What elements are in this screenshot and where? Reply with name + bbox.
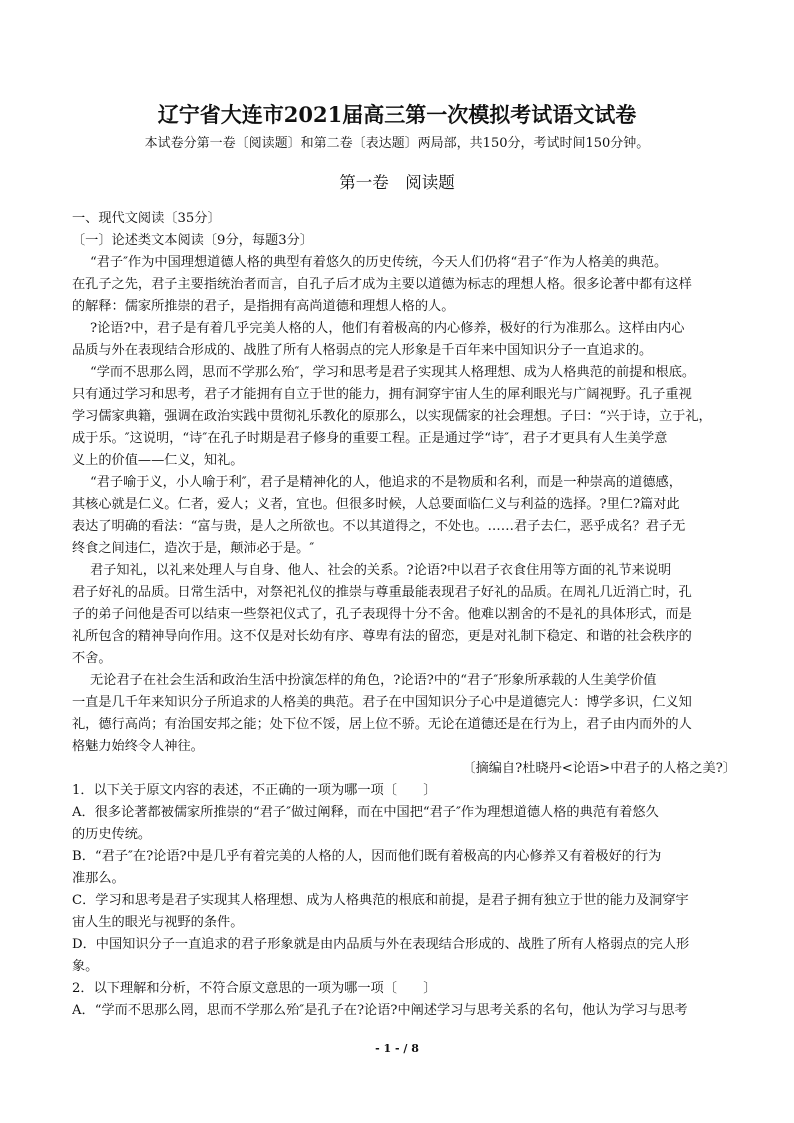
body-line: 只有通过学习和思考，君子才能拥有自立于世的能力，拥有洞穿宇宙人生的犀利眼光与广阔视野。孔子重视 (72, 387, 692, 402)
body-line: 品质与外在表现结合形成的、战胜了所有人格弱点的完人形象是千百年来中国知识分子一直追求的。 (72, 343, 653, 358)
option-line: 象。 (72, 959, 99, 974)
body-line: 君子好礼的品质。日常生活中，对祭祀礼仪的推崇与尊重最能表现君子好礼的品质。在周礼几近消亡时，孔 (72, 585, 692, 600)
body-line: “学而不思那么罔，思而不学那么殆″，学习和思考是君子实现其人格理想、成为人格典范的前提和根底。 (90, 365, 696, 380)
body-line: 礼，德行高尚；有治国安邦之能；处下位不馁，居上位不骄。无论在道德还是在行为上，君子由内而外的人 (72, 717, 692, 732)
body-line: “君子″作为中国理想道德人格的典型有着悠久的历史传统，今天人们仍将“君子″作为人格美的典范。 (90, 255, 668, 270)
body-line: 终食之间违仁，造次于是，颠沛必于是。″ (72, 541, 315, 556)
body-line: 其核心就是仁义。仁者，爱人；义者，宜也。但很多时候，人总要面临仁义与利益的选择。?里仁?篇对此 (72, 497, 680, 512)
option-line: B．“君子″在?论语?中是几乎有着完美的人格的人，因而他们既有着极高的内心修养又有着极好的行为 (72, 849, 662, 864)
option-line: C．学习和思考是君子实现其人格理想、成为人格典范的根底和前提，是君子拥有独立于世的能力及洞穿宇 (72, 893, 689, 908)
body-line: 子的弟子问他是否可以结束一些祭祀仪式了，孔子表现得十分不舍。他难以割舍的不是礼的具体形式，而是 (72, 607, 692, 622)
section-heading: 一、现代文阅读〔35分〕 (72, 211, 221, 226)
page-number: - 1 - / 8 (375, 1042, 419, 1055)
option-line: A．“学而不思那么罔，思而不学那么殆″是孔子在?论语?中阐述学习与思考关系的名句，他认为学习与思考 (72, 1003, 688, 1018)
body-line: 无论君子在社会生活和政治生活中扮演怎样的角色，?论语?中的“君子″形象所承载的人生美学价值 (90, 673, 657, 688)
exam-instructions: 本试卷分第一卷〔阅读题〕和第二卷〔表达题〕两局部，共150分，考试时间150分钟。 (144, 136, 650, 151)
body-line: “君子喻于义，小人喻于利″，君子是精神化的人，他追求的不是物质和名利，而是一种崇高的道德感， (90, 475, 682, 490)
part-title: 第一卷 阅读题 (339, 173, 455, 192)
body-line: 的解释：儒家所推崇的君子，是指拥有高尚道德和理想人格的人。 (72, 299, 455, 314)
body-line: 表达了明确的看法：“富与贵，是人之所欲也。不以其道得之，不处也。……君子去仁，恶乎成名？君子无 (72, 519, 686, 534)
document-title: 辽宁省大连市2021届高三第一次模拟考试语文试卷 (157, 102, 637, 127)
body-line: 不舍。 (72, 651, 112, 666)
subsection-heading: 〔一〕论述类文本阅读〔9分，每题3分〕 (72, 233, 313, 248)
body-line: 成于乐。″这说明，“诗″在孔子时期是君子修身的重要工程。正是通过学“诗″，君子才更具有人生美学意 (72, 431, 668, 446)
body-line: 学习儒家典籍，强调在政治实践中贯彻礼乐教化的原那么，以实现儒家的社会理想。子曰：“兴于诗，立于礼， (72, 409, 712, 424)
body-line: ?论语?中，君子是有着几乎完美人格的人，他们有着极高的内心修养，极好的行为准那么。这样由内心 (90, 321, 685, 336)
option-line: 的历史传统。 (72, 827, 152, 842)
body-line: 君子知礼，以礼来处理人与自身、他人、社会的关系。?论语?中以君子衣食住用等方面的礼节来说明 (90, 563, 672, 578)
option-line: D．中国知识分子一直追求的君子形象就是由内品质与外在表现结合形成的、战胜了所有人格弱点的完人形 (72, 937, 690, 952)
option-line: A．很多论著都被儒家所推崇的“君子″做过阐释，而在中国把“君子″作为理想道德人格的典范有着悠久 (72, 805, 659, 820)
body-line: 义上的价值——仁义，知礼。 (72, 453, 244, 468)
option-line: 准那么。 (72, 871, 125, 886)
body-line: 在孔子之先，君子主要指统治者而言，自孔子后才成为主要以道德为标志的理想人格。很多论著中都有这样 (72, 277, 692, 292)
question-1: 1．以下关于原文内容的表述，不正确的一项为哪一项〔 〕 (72, 783, 437, 798)
body-line: 一直是几千年来知识分子所追求的人格美的典范。君子在中国知识分子心中是道德完人：博学多识，仁义知 (72, 695, 692, 710)
body-line: 礼所包含的精神导向作用。这不仅是对长幼有序、尊卑有法的留恋，更是对礼制下稳定、和谐的社会秩序的 (72, 629, 692, 644)
question-2: 2．以下理解和分析，不符合原文意思的一项为哪一项〔 〕 (72, 981, 437, 996)
body-line: 格魅力始终令人神往。 (72, 739, 204, 754)
source-citation: 〔摘编自?杜晓丹<论语>中君子的人格之美?〕 (462, 761, 736, 776)
option-line: 宙人生的眼光与视野的条件。 (72, 915, 244, 930)
